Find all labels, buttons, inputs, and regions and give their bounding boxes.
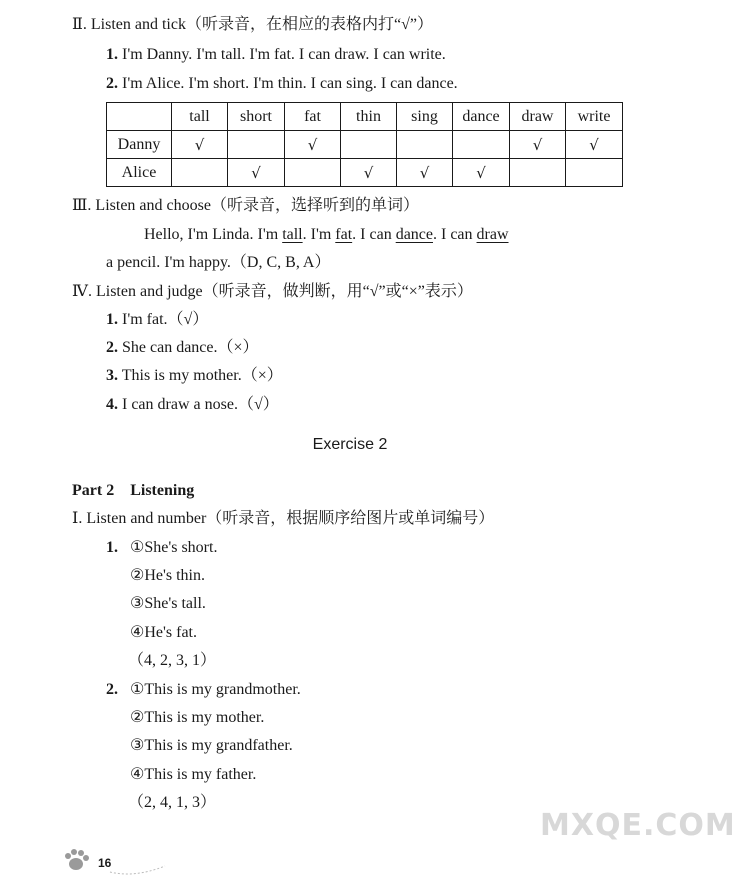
table-cell: √ — [285, 131, 341, 159]
table-cell — [510, 159, 566, 187]
passage-text: . I can — [352, 226, 392, 243]
column-header: tall — [172, 103, 228, 131]
table-cell — [228, 131, 285, 159]
item-text: I'm Danny. I'm tall. I'm fat. I can draw. I can write. — [122, 46, 446, 63]
sentence-line: ④He's fat. — [130, 624, 197, 641]
number-question-2 — [106, 679, 118, 701]
table-row — [107, 159, 623, 187]
table-cell: √ — [341, 159, 397, 187]
sentence-line: ①She's short. — [130, 539, 218, 556]
column-header: sing — [397, 103, 453, 131]
number-question-1 — [106, 537, 118, 559]
item-text: She can dance.（×） — [122, 339, 259, 356]
judge-item — [106, 365, 283, 387]
section-2-item-1 — [106, 44, 446, 66]
row-label: Alice — [107, 159, 172, 187]
row-label: Danny — [107, 131, 172, 159]
column-header: dance — [453, 103, 510, 131]
underlined-word: dance — [395, 226, 433, 243]
column-header: write — [566, 103, 623, 131]
item-text: I'm Alice. I'm short. I'm thin. I can sing. I can dance. — [122, 75, 458, 92]
judge-item — [106, 394, 279, 416]
section-3-heading: Ⅲ. Listen and choose（听录音，选择听到的单词） — [72, 197, 419, 214]
section-2-heading: Ⅱ. Listen and tick（听录音，在相应的表格内打“√”） — [72, 16, 433, 33]
item-text: This is my mother.（×） — [121, 367, 283, 384]
item-number: 1. — [106, 46, 118, 63]
judge-item — [106, 337, 259, 359]
table-cell — [453, 131, 510, 159]
item-number: 1. — [106, 311, 118, 328]
table-cell — [397, 131, 453, 159]
table-cell: √ — [172, 131, 228, 159]
passage-text: . I'm — [302, 226, 332, 243]
underlined-word: draw — [476, 226, 509, 243]
sentence-line: ③She's tall. — [130, 595, 206, 612]
table-cell: √ — [228, 159, 285, 187]
sentence-line: ③This is my grandfather. — [130, 737, 293, 754]
section-1-heading: Ⅰ. Listen and number（听录音，根据顺序给图片或单词编号） — [72, 510, 495, 527]
judge-item — [106, 309, 208, 331]
item-number: 4. — [106, 396, 118, 413]
answer-line: （4, 2, 3, 1） — [128, 652, 217, 669]
section-2-item-2 — [106, 73, 458, 95]
section-4-heading: Ⅳ. Listen and judge（听录音，做判断，用“√”或“×”表示） — [72, 283, 473, 300]
table-cell — [285, 159, 341, 187]
item-number: 2. — [106, 75, 118, 92]
column-header: draw — [510, 103, 566, 131]
section-3-passage-line-1 — [144, 224, 509, 246]
table-header-row — [107, 103, 623, 131]
item-number: 2. — [106, 681, 118, 698]
item-number: 3. — [106, 367, 118, 384]
section-3-passage-line-2: a pencil. I'm happy.（D, C, B, A） — [106, 254, 331, 271]
item-text: I can draw a nose.（√） — [122, 396, 279, 413]
item-number: 1. — [106, 539, 118, 556]
sentence-line: ①This is my grandmother. — [130, 681, 301, 698]
table-row — [107, 131, 623, 159]
tick-table — [106, 102, 623, 187]
table-cell: √ — [453, 159, 510, 187]
table-cell — [566, 159, 623, 187]
passage-text: . I can — [433, 226, 473, 243]
table-cell — [341, 131, 397, 159]
passage-text: Hello, I'm Linda. I'm — [144, 226, 279, 243]
item-text: I'm fat.（√） — [122, 311, 209, 328]
answer-line: （2, 4, 1, 3） — [128, 794, 217, 811]
table-corner-cell — [107, 103, 172, 131]
paw-prints-icon — [60, 842, 170, 878]
underlined-word: tall — [282, 226, 303, 243]
table-cell — [172, 159, 228, 187]
sentence-line: ②He's thin. — [130, 567, 205, 584]
sentence-line: ②This is my mother. — [130, 709, 265, 726]
exercise-title: Exercise 2 — [312, 436, 388, 453]
column-header: short — [228, 103, 285, 131]
column-header: fat — [285, 103, 341, 131]
table-cell: √ — [566, 131, 623, 159]
table-cell: √ — [397, 159, 453, 187]
part-title: Part 2 Listening — [72, 482, 195, 499]
sentence-line: ④This is my father. — [130, 766, 257, 783]
underlined-word: fat — [335, 226, 353, 243]
table-cell: √ — [510, 131, 566, 159]
watermark: MXQE.COM — [540, 808, 736, 843]
page-number: 16 — [98, 856, 112, 870]
item-number: 2. — [106, 339, 118, 356]
column-header: thin — [341, 103, 397, 131]
